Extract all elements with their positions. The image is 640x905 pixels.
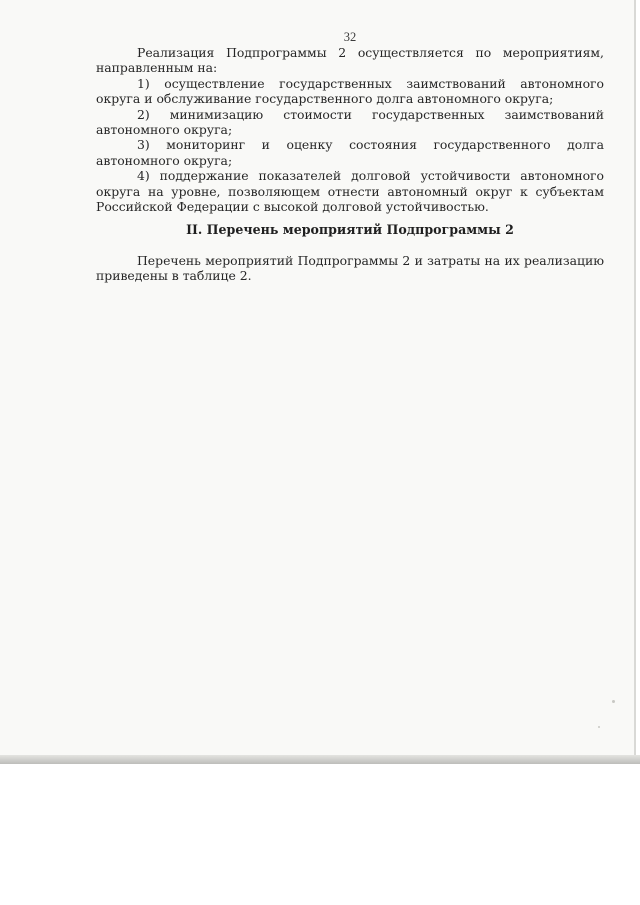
body-text-top	[96, 45, 604, 214]
scan-speck	[598, 726, 600, 728]
paragraph-intro: Реализация Подпрограммы 2 осуществляется по мероприятиям, направленным на:	[96, 45, 604, 76]
scan-edge-shadow	[0, 755, 640, 764]
scan-speck	[612, 700, 615, 703]
list-item-2: 2) минимизацию стоимости государственных заимствований автономного округа;	[96, 106, 604, 138]
section-heading: II. Перечень мероприятий Подпрограммы 2	[186, 222, 514, 237]
list-item-4: 4) поддержание показателей долговой устойчивости автономного округа на уровне, позволяющем отнести автономный округ к субъектам Российской Федерации с высокой долговой устойчивостью.	[96, 168, 604, 215]
paragraph-table-reference: Перечень мероприятий Подпрограммы 2 и затраты на их реализацию приведены в таблице 2.	[96, 253, 604, 284]
list-item-1: 1) осуществление государственных заимствований автономного округа и обслуживание государственного долга автономного округа;	[96, 75, 604, 107]
page-number: 32	[343, 30, 357, 44]
body-text-section	[96, 253, 604, 284]
list-item-3: 3) мониторинг и оценку состояния государственного долга автономного округа;	[96, 137, 604, 168]
